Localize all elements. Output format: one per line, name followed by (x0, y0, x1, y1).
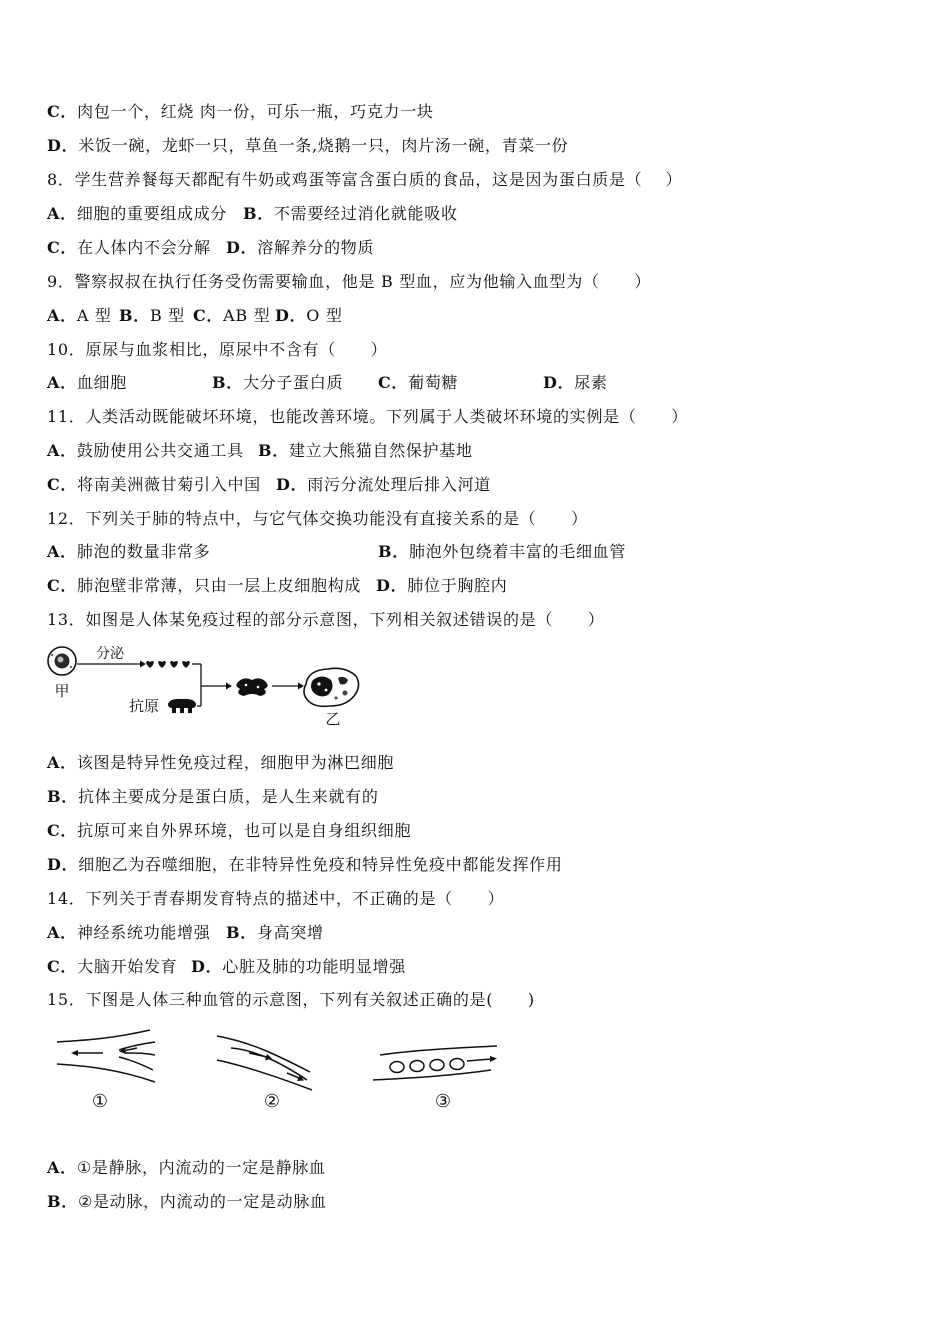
blood-vessels-figure (45, 1020, 515, 1115)
lymphocyte-cell-icon (48, 647, 76, 675)
q12-option-c: C．肺泡壁非常薄，只由一层上皮细胞构成 (47, 576, 362, 595)
q10-option-a: A．血细胞 (47, 373, 127, 392)
capillary-icon (373, 1046, 497, 1080)
antibody-icon (146, 661, 190, 668)
q10-option-d: D．尿素 (543, 373, 608, 392)
secrete-label: 分泌 (96, 646, 124, 662)
q12-stem: 12．下列关于肺的特点中，与它气体交换功能没有直接关系的是（ ） (47, 509, 588, 528)
q11-option-d: D．雨污分流处理后排入河道 (276, 475, 491, 494)
q12-option-b: B．肺泡外包绕着丰富的毛细血管 (378, 542, 627, 561)
prev-question-option-c: C．肉包一个，红烧 肉一份，可乐一瓶，巧克力一块 (47, 102, 434, 121)
q14-stem: 14．下列关于青春期发育特点的描述中，不正确的是（ ） (47, 889, 505, 908)
q12-option-a: A．肺泡的数量非常多 (47, 542, 211, 561)
arrow-to-phagocyte-icon (272, 683, 304, 690)
q14-option-d: D．心脏及肺的功能明显增强 (191, 957, 406, 976)
q11-stem: 11．人类活动既能破坏环境，也能改善环境。下列属于人类破坏环境的实例是（ ） (47, 407, 688, 426)
cell-b-label: 乙 (325, 710, 341, 728)
arrow-head-icon (226, 683, 232, 690)
q8-option-b: B．不需要经过消化就能吸收 (243, 204, 458, 223)
q15-option-b: B．②是动脉，内流动的一定是动脉血 (47, 1192, 327, 1211)
vessel-2-label: ② (263, 1091, 281, 1112)
q9-option-b: B．B 型 (119, 306, 185, 325)
vessel-2-icon (217, 1036, 312, 1090)
q13-option-b: B．抗体主要成分是蛋白质，是人生来就有的 (47, 787, 379, 806)
antigen-label: 抗原 (129, 697, 160, 715)
q11-option-a: A．鼓励使用公共交通工具 (47, 441, 244, 460)
q14-option-c: C．大脑开始发育 (47, 957, 178, 976)
q10-option-b: B．大分子蛋白质 (212, 373, 344, 392)
q15-option-a: A．①是静脉，内流动的一定是静脉血 (47, 1158, 326, 1177)
q10-stem: 10．原尿与血浆相比，原尿中不含有（ ） (47, 340, 388, 359)
vessel-1-icon (57, 1030, 155, 1082)
cell-a-label: 甲 (54, 682, 70, 700)
q8-option-c: C．在人体内不会分解 (47, 238, 211, 257)
q12-option-d: D．肺位于胸腔内 (376, 576, 508, 595)
q11-option-b: B．建立大熊猫自然保护基地 (258, 441, 473, 460)
q14-option-b: B．身高突增 (226, 923, 324, 942)
q8-option-a: A．细胞的重要组成成分 (47, 204, 228, 223)
flow-arrow-icon (71, 1050, 78, 1056)
q8-option-d: D．溶解养分的物质 (226, 238, 375, 257)
vessel-3-label: ③ (434, 1091, 452, 1112)
q11-option-c: C．将南美洲薇甘菊引入中国 (47, 475, 261, 494)
q13-stem: 13．如图是人体某免疫过程的部分示意图，下列相关叙述错误的是（ ） (47, 610, 605, 629)
q14-option-a: A．神经系统功能增强 (47, 923, 211, 942)
q15-stem: 15．下图是人体三种血管的示意图，下列有关叙述正确的是( ) (47, 990, 535, 1009)
antigen-icon (168, 699, 196, 713)
q10-option-c: C．葡萄糖 (378, 373, 459, 392)
vessel-1-label: ① (91, 1091, 109, 1112)
bracket-connector-icon (192, 664, 227, 706)
q13-option-a: A．该图是特异性免疫过程，细胞甲为淋巴细胞 (47, 753, 395, 772)
flow-arrow-icon (490, 1056, 497, 1062)
q13-option-c: C．抗原可来自外界环境，也可以是自身组织细胞 (47, 821, 412, 840)
q9-stem: 9．警察叔叔在执行任务受伤需要输血，他是 B 型血，应为他输入血型为（ ） (47, 272, 652, 291)
q9-option-c: C．AB 型 (193, 306, 271, 325)
antigen-antibody-complex-icon (236, 678, 267, 696)
prev-question-option-d: D．米饭一碗，龙虾一只，草鱼一条,烧鹅一只，肉片汤一碗，青菜一份 (47, 136, 569, 155)
q9-option-a: A．A 型 (47, 306, 112, 325)
q13-option-d: D．细胞乙为吞噬细胞，在非特异性免疫和特异性免疫中都能发挥作用 (47, 855, 563, 874)
phagocyte-cell-icon (304, 668, 359, 706)
q9-option-d: D．O 型 (275, 306, 343, 325)
q8-stem: 8．学生营养餐每天都配有牛奶或鸡蛋等富含蛋白质的食品，这是因为蛋白质是（ ） (47, 170, 683, 189)
immune-process-figure (40, 640, 370, 735)
